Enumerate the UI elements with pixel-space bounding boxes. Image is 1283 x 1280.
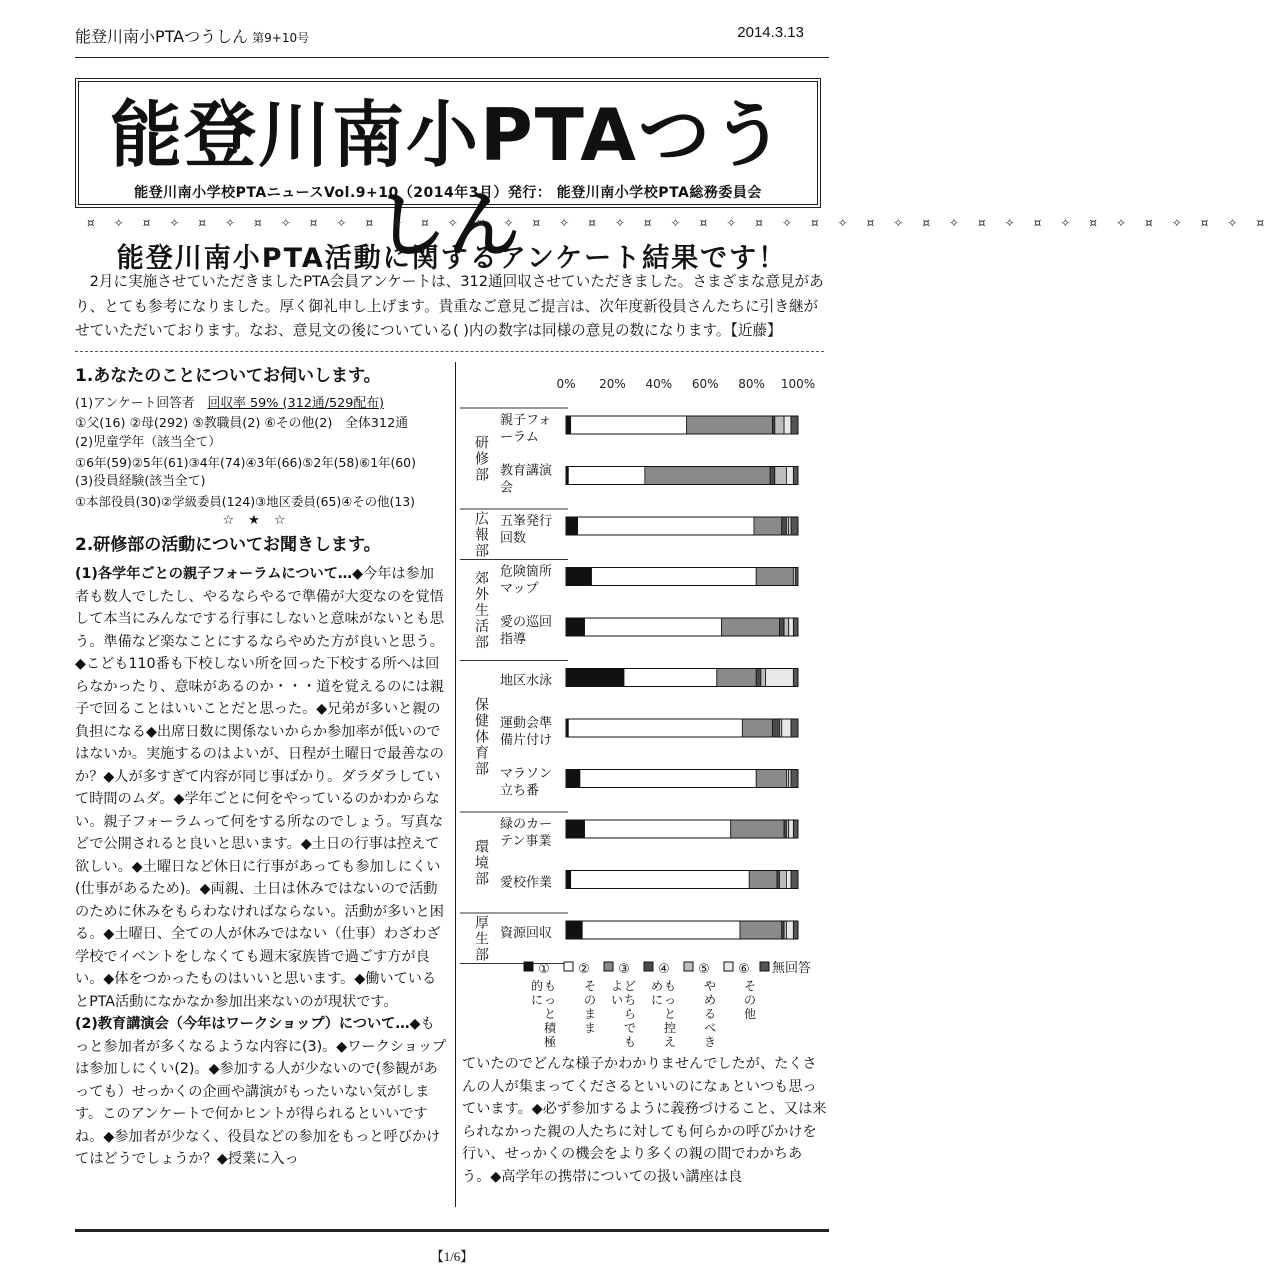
bar-segment [592,568,757,586]
survey-chart [460,362,832,1049]
bar-segment [742,719,772,737]
bar-segment [793,618,798,636]
q3-label: (3)役員経験(該当全て) [75,474,206,489]
x-tick-label: 20% [599,377,626,391]
legend-label-char: も [543,979,557,993]
bar-segment [717,669,756,687]
legend-label-char: も [623,1035,637,1049]
bar-segment [791,719,798,737]
bar-segment [782,719,791,737]
bar-segment [786,467,793,485]
category-label: ーラム [500,430,539,445]
group-label-char: 健 [475,713,489,730]
legend-label-char: そ [583,979,597,993]
bar-segment [566,416,571,434]
legend-label-char: で [623,1021,637,1035]
x-tick-label: 40% [645,377,673,391]
bar-segment [566,568,592,586]
legend-label-char: も [663,979,677,993]
legend-label-char: 的 [530,979,544,993]
bar-segment [687,416,773,434]
bar-segment [568,467,645,485]
category-label: 資源回収 [500,926,553,941]
group-label-char: 研 [475,435,489,452]
masthead-subtitle: 能登川南小学校PTAニュースVol.9+10（2014年3月）発行： 能登川南小学校PTA総務委員会 [134,185,762,201]
group-label-char: 部 [475,467,489,484]
header-issue: 第9+10号 [252,31,310,45]
q3-detail: ①本部役員(30)②学級委員(124)③地区委員(65)④その他(13) [75,493,415,509]
group-label-char: 郊 [475,571,489,587]
forum-text: ◆今年は参加者も数人でしたし、やるならやるで準備が大変なのを覚悟して本当にみんなでする行事にしないと意味がないとも思う。準備など楽なことにするならやめた方が良いと思う。◆こども110番も下校しない所を回った下校する所へは回らなかったり、意味があるのか・・・道を覚えるのには親子で回ることはいいことだと思った。◆兄弟が多いと親の負担になる◆出席日数に関係ないからか参加率が低いのではないか。実施するのはよいが、日程が土曜日で最善なのか？◆人が多すぎて内容が同じ事ばかり。ダラダラしていて時間のムダ。◆学年ごとに何をやっているのかわからない。親子フォーラムって何をする所なのでしょう。写真などで公開されると良いと思います。◆土日の行事は控えて欲しい。◆土曜日など休日に行事があっても参加しにくい(仕事があるため)。◆両親、土日は休みではないので活動のために休みをもらわなければならない。活動が多いと困る。◆土曜日、全ての人が休みではない（仕事）わざわざ学校でイベントをしなくても週末家族皆で過ごす方が良い。◆体をつかったものはいいと思います。◆働いているとPTA活動になかなか参加出来ないのが現状です。 [75,566,444,1010]
category-label: 危険箇所 [500,564,553,580]
bar-segment [568,719,742,737]
bar-segment [761,669,766,687]
chart-x-ticks [556,377,815,391]
legend-label-char: ど [623,979,637,993]
bar-segment [789,820,794,838]
category-label: 緑のカー [500,817,553,832]
group-label-char: 生 [475,603,489,619]
masthead-title: 能登川南小PTAつうしん [109,93,787,267]
lecture-text: ◆もっと参加者が多くなるような内容に(3)。◆ワークショップは参加しにくい(2)。◆参加する人が少ないので(参観があっても）せっかくの企画や講演がもったいない気がします。このアンケートで何かヒントが得られるといいですね。◆参加者が少なく、役員などの参加をもっと呼びかけてはどうでしょうか？◆授業に入っ [75,1016,447,1167]
bar-segment [749,871,777,889]
bar-segment [645,467,770,485]
legend-label-char: ら [623,1007,637,1021]
legend-label-char: 積 [543,1021,557,1035]
bar-segment [772,719,779,737]
legend-label-char: ち [623,993,637,1007]
bar-segment [754,517,782,535]
bar-segment [571,871,750,889]
group-label-char: 広 [475,511,489,528]
category-label: 愛の巡回 [500,615,553,630]
bar-segment [582,921,740,939]
forum-comments [75,563,447,1013]
x-tick-label: 60% [691,377,719,391]
bar-segment [791,871,798,889]
group-label-char: 環 [475,839,489,856]
bar-segment [791,416,798,434]
legend-label-char: べ [703,1021,717,1035]
group-label-char: 活 [475,619,489,635]
q2-label: (2)児童学年（該当全て） [75,435,222,450]
bar-segment [791,770,798,788]
bar-segment [770,467,775,485]
legend-label-char: の [743,993,757,1007]
legend-label-char: 控 [663,1021,677,1035]
bar-segment [578,517,754,535]
category-label: 愛校作業 [500,875,553,891]
bar-segment [791,517,798,535]
legend-swatch [724,962,733,971]
group-label-char: 体 [475,729,489,746]
legend-label: ⑥ [738,962,750,977]
bar-segment [756,770,786,788]
legend-label-char: に [650,993,664,1007]
legend-swatch [644,962,653,971]
bar-segment [779,618,784,636]
group-label-char: 生 [475,931,489,948]
bar-segment [740,921,782,939]
bar-segment [731,820,784,838]
q1-rate: 回収率 59% (312通/529配布) [207,396,385,411]
category-label: 五峯発行 [500,514,553,529]
legend-label-char: に [530,993,544,1007]
group-label-char: 厚 [475,915,489,932]
group-label-char: 境 [475,855,489,872]
bar-segment [793,921,798,939]
star-ornament: ☆★☆ [222,513,300,528]
legend-label-char: の [583,993,597,1007]
legend-label-char: 他 [743,1007,757,1021]
legend-label: ⑤ [698,962,710,977]
chart-legend [524,961,811,1049]
legend-label-char: ま [583,1021,597,1035]
bar-segment [756,669,761,687]
bar-segment [766,669,794,687]
group-label-char: 部 [475,543,489,560]
bar-segment [566,921,582,939]
bar-segment [779,871,786,889]
bar-segment [775,416,784,434]
x-tick-label: 100% [780,377,816,391]
q2-detail: ①6年(59)②5年(61)③4年(74)④3年(66)⑤2年(58)⑥1年(60) [75,454,416,470]
section2-heading: 2.研修部の活動についてお聞きします。 [75,535,381,555]
page-headline: 能登川南小PTA活動に関するアンケート結果です！ [116,243,788,274]
bar-segment [566,770,580,788]
group-label-char: 育 [475,745,489,762]
q1-label: (1)アンケート回答者 [75,396,195,411]
legend-label-char: っ [543,993,557,1007]
bar-segment [775,467,787,485]
legend-label-char: め [650,979,664,993]
legend-swatch [524,962,533,971]
group-label-char: 部 [475,761,489,778]
legend-label-char: ま [583,1007,597,1021]
bar-segment [566,669,624,687]
footer-rule [75,1229,829,1232]
right-column-text: ていたのでどんな様子かわかりませんでしたが、たくさんの人が集まってくださるといいのになぁといつも思っています。◆必ず参加するように義務づけること、又は来られなかった親の人たちに対しても何らかの呼びかけを行い、せっかくの機会をより多くの親の間でわかちあう。◆高学年の携帯についての扱い講座は良 [462,1056,827,1185]
legend-swatch [564,962,573,971]
category-label: マラソン [500,766,553,782]
legend-label: ③ [618,962,630,977]
legend-label-char: っ [663,993,677,1007]
category-label: 立ち番 [500,783,540,799]
page-number: 【1/6】 [430,1249,474,1264]
bar-segment [793,669,798,687]
left-column [75,360,447,1171]
legend-label-char: と [663,1007,677,1021]
bar-segment [585,820,731,838]
group-label-char: 部 [475,947,489,964]
q1-line [75,394,447,414]
legend-label: ② [578,962,590,977]
group-label-char: 部 [475,635,489,651]
bar-segment [756,568,793,586]
q1-detail: ①父(16) ②母(292) ⑤教職員(2) ⑥その他(2) 全体312通 [75,415,409,431]
bar-segment [793,467,798,485]
category-label: 回数 [500,531,527,546]
chart-bars [566,416,798,939]
bar-segment [566,871,571,889]
bar-segment [784,416,791,434]
group-label-char: 部 [475,871,489,888]
bar-segment [786,921,793,939]
legend-label: ① [538,962,550,977]
bar-segment [784,618,789,636]
chart-groups [460,408,568,964]
x-tick-label: 80% [738,377,765,391]
bar-segment [782,517,787,535]
category-label: 指導 [500,632,527,647]
header-rule [75,57,829,58]
forum-title: (1)各学年ごとの親子フォーラムについて… [75,566,353,582]
legend-label-char: め [703,993,717,1007]
category-label: 教育講演 [500,463,553,479]
legend-label-char: と [543,1007,557,1021]
header-date: 2014.3.13 [737,24,804,41]
legend-label-char: き [703,1035,717,1049]
bar-segment [793,820,798,838]
intro-paragraph: 2月に実施させていただきましたPTA会員アンケートは、312通回収させていただきました。さまざまな意見があり、とても参考になりました。厚く御礼申し上げます。貴重なご意見ご提言は、次年度新役員さんたちに引き継がせていただいております。なお、意見文の後についている( )内の数字は同様の意見の数になります。【近藤】 [75,273,824,339]
legend-label-char: る [703,1007,717,1021]
group-label-char: 保 [475,697,489,714]
legend-swatch [604,962,613,971]
legend-label-char: よ [610,979,624,993]
category-label: 会 [500,480,514,496]
group-label-char: 報 [475,527,489,544]
group-label-char: 外 [475,587,489,603]
bar-segment [566,517,578,535]
category-label: テン事業 [500,834,552,849]
lecture-title: (2)教育講演会（今年はワークショップ）について… [75,1016,410,1032]
legend-label: ④ [658,962,670,977]
legend-swatch [684,962,693,971]
decorative-border: ¤✧¤✧¤✧¤✧¤✧¤✧¤✧¤✧¤✧¤✧¤✧¤✧¤✧¤✧¤✧¤✧¤✧¤✧¤✧¤✧¤✧¤ [87,216,1283,230]
category-label: 運動会準 [500,716,553,731]
legend-label-char: そ [743,979,757,993]
legend-label-char: や [703,979,717,993]
bar-segment [566,820,585,838]
bar-segment [585,618,722,636]
header-title: 能登川南小PTAつうしん 第9+10号 [75,27,310,46]
category-label: 親子フォ [500,413,552,428]
category-label: 地区水泳 [500,673,553,689]
legend-label: 無回答 [772,961,812,976]
x-tick-label: 0% [556,377,576,391]
bar-segment [786,871,791,889]
bar-segment [789,618,794,636]
legend-label-char: 極 [543,1035,557,1049]
column-divider [455,362,456,1207]
category-label: 備片付け [500,733,553,748]
lecture-comments [75,1013,447,1171]
group-label-char: 修 [475,451,489,468]
legend-label-char: い [610,993,624,1007]
section-divider [75,351,824,352]
legend-swatch [760,962,769,971]
bar-segment [580,770,756,788]
section1-heading: 1.あなたのことについてお伺いします。 [75,366,381,386]
bar-segment [624,669,717,687]
bar-segment [571,416,687,434]
bar-segment [721,618,779,636]
category-label: マップ [500,581,539,597]
bar-segment [566,618,585,636]
legend-label-char: え [663,1035,677,1049]
